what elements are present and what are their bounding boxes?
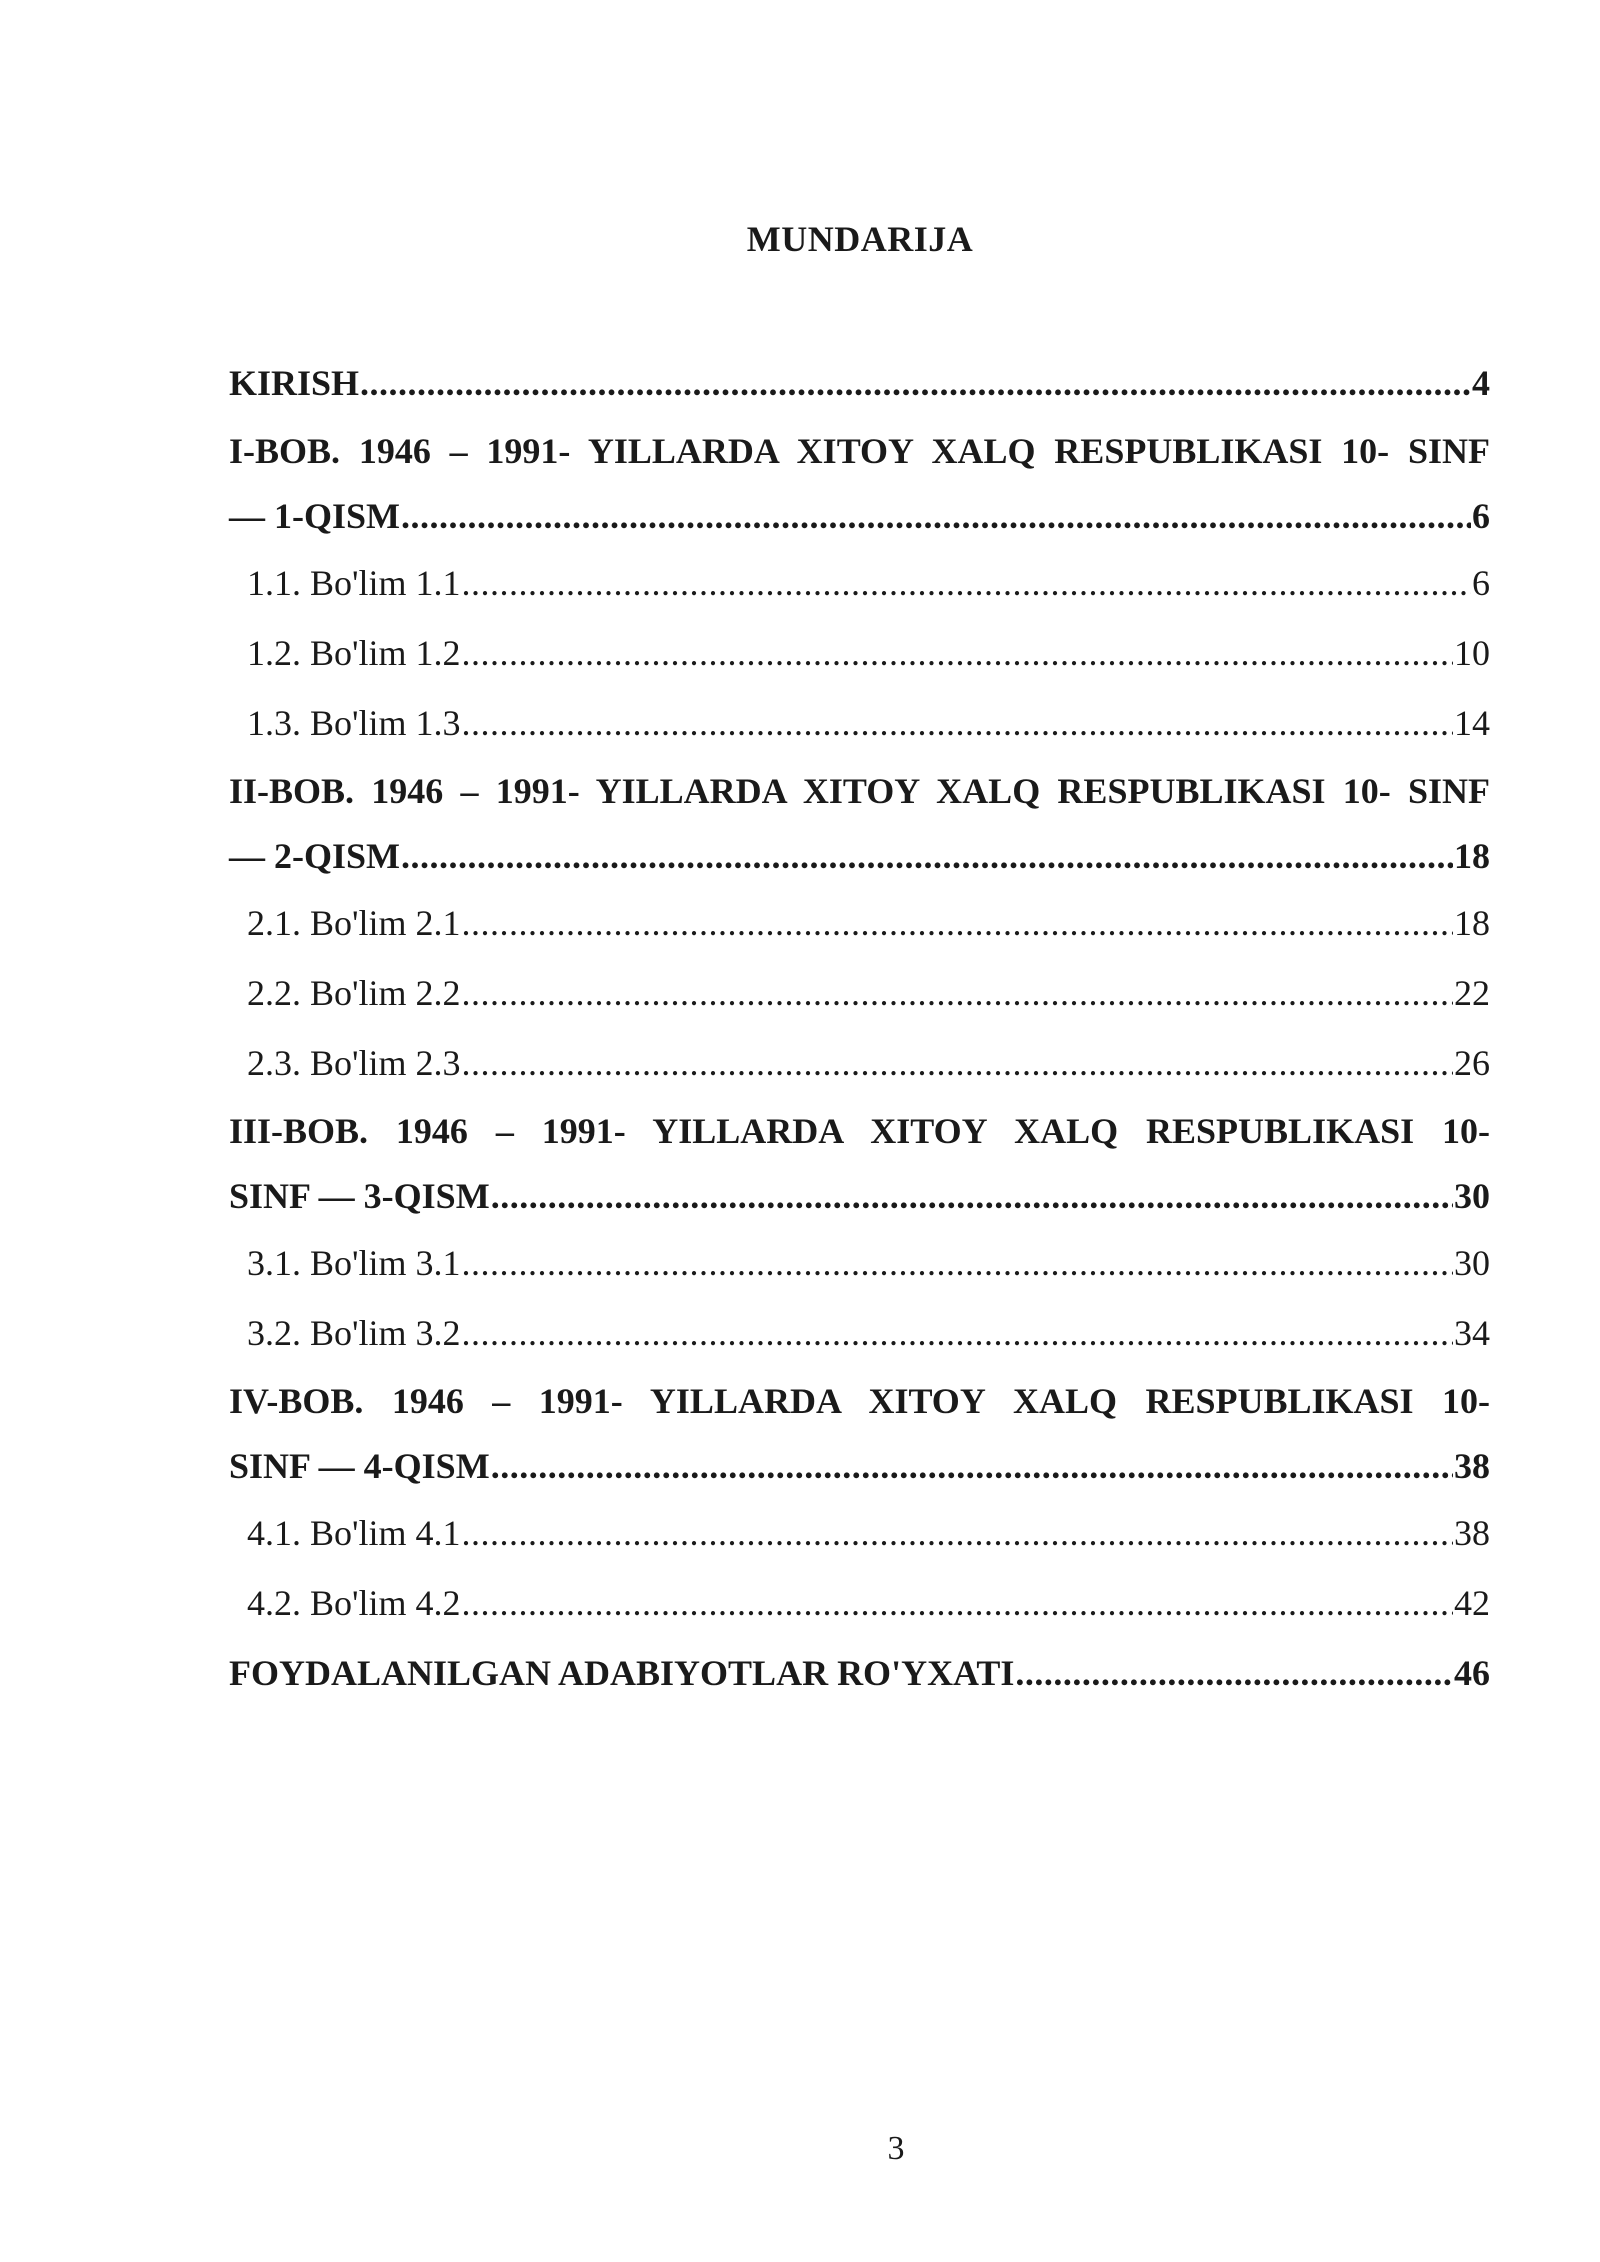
toc-entry-references[interactable] — [229, 1638, 1490, 1708]
toc-page-number: 22 — [1454, 973, 1490, 1013]
toc-page-number: 26 — [1454, 1043, 1490, 1083]
dot-leader — [491, 1434, 1453, 1498]
toc-page-number: 30 — [1454, 1243, 1490, 1283]
table-of-contents — [229, 348, 1490, 1708]
dot-leader — [462, 1028, 1453, 1098]
toc-entry-section-2-1[interactable] — [229, 888, 1490, 958]
dot-leader — [462, 958, 1453, 1028]
toc-entry-label: 1.3. Bo'lim 1.3 — [247, 703, 461, 743]
toc-page-number: 10 — [1454, 633, 1490, 673]
dot-leader — [462, 548, 1471, 618]
dot-leader — [491, 1164, 1453, 1228]
dot-leader — [462, 1498, 1453, 1568]
toc-entry-chapter-3[interactable] — [229, 1164, 1490, 1228]
toc-entry-label: 1.1. Bo'lim 1.1 — [247, 563, 461, 603]
toc-page-number: 38 — [1454, 1446, 1490, 1486]
toc-entry-section-2-2[interactable] — [229, 958, 1490, 1028]
toc-entry-label: 4.2. Bo'lim 4.2 — [247, 1583, 461, 1623]
toc-entry-label: SINF — 3-QISM — [229, 1176, 490, 1216]
toc-page-number: 18 — [1454, 836, 1490, 876]
dot-leader — [401, 824, 1453, 888]
toc-entry-label: 1.2. Bo'lim 1.2 — [247, 633, 461, 673]
toc-page-number: 38 — [1454, 1513, 1490, 1553]
toc-entry-chapter-1[interactable] — [229, 484, 1490, 548]
toc-page-number: 42 — [1454, 1583, 1490, 1623]
toc-entry-label: 2.1. Bo'lim 2.1 — [247, 903, 461, 943]
toc-page-number: 14 — [1454, 703, 1490, 743]
dot-leader — [462, 618, 1453, 688]
dot-leader — [401, 484, 1471, 548]
toc-page-number: 4 — [1472, 363, 1490, 403]
toc-entry-label: KIRISH — [229, 363, 360, 403]
toc-entry-section-3-1[interactable] — [229, 1228, 1490, 1298]
toc-page-number: 30 — [1454, 1176, 1490, 1216]
toc-page-number: 34 — [1454, 1313, 1490, 1353]
dot-leader — [1015, 1638, 1453, 1708]
page-number: 3 — [887, 2130, 905, 2167]
toc-entry-label: 3.1. Bo'lim 3.1 — [247, 1243, 461, 1283]
toc-entry-section-1-3[interactable] — [229, 688, 1490, 758]
toc-entry-section-3-2[interactable] — [229, 1298, 1490, 1368]
toc-chapter-2-title[interactable]: II-BOB. 1946 – 1991- YILLARDA XITOY XALQ RESPUBLIKASI 10- SINF — [229, 771, 1490, 811]
dot-leader — [462, 1568, 1453, 1638]
toc-entry-chapter-2[interactable] — [229, 824, 1490, 888]
page-title: MUNDARIJA — [746, 219, 974, 259]
dot-leader — [462, 1298, 1453, 1368]
dot-leader — [462, 688, 1453, 758]
toc-entry-label: — 1-QISM — [229, 496, 400, 536]
dot-leader — [462, 1228, 1453, 1298]
toc-entry-label: 2.3. Bo'lim 2.3 — [247, 1043, 461, 1083]
toc-entry-label: SINF — 4-QISM — [229, 1446, 490, 1486]
toc-entry-kirish[interactable] — [229, 348, 1490, 418]
toc-entry-section-2-3[interactable] — [229, 1028, 1490, 1098]
toc-entry-section-1-2[interactable] — [229, 618, 1490, 688]
toc-entry-section-1-1[interactable] — [229, 548, 1490, 618]
toc-entry-section-4-2[interactable] — [229, 1568, 1490, 1638]
toc-chapter-3-title[interactable]: III-BOB. 1946 – 1991- YILLARDA XITOY XALQ RESPUBLIKASI 10- — [229, 1111, 1490, 1151]
toc-entry-label: — 2-QISM — [229, 836, 400, 876]
toc-entry-label: FOYDALANILGAN ADABIYOTLAR RO'YXATI — [229, 1653, 1015, 1693]
toc-entry-chapter-4[interactable] — [229, 1434, 1490, 1498]
toc-page-number: 18 — [1454, 903, 1490, 943]
toc-chapter-4-title[interactable]: IV-BOB. 1946 – 1991- YILLARDA XITOY XALQ RESPUBLIKASI 10- — [229, 1381, 1490, 1421]
toc-entry-label: 4.1. Bo'lim 4.1 — [247, 1513, 461, 1553]
toc-page-number: 6 — [1472, 563, 1490, 603]
toc-entry-section-4-1[interactable] — [229, 1498, 1490, 1568]
toc-chapter-1-title[interactable]: I-BOB. 1946 – 1991- YILLARDA XITOY XALQ RESPUBLIKASI 10- SINF — [229, 431, 1490, 471]
toc-entry-label: 3.2. Bo'lim 3.2 — [247, 1313, 461, 1353]
toc-entry-label: 2.2. Bo'lim 2.2 — [247, 973, 461, 1013]
toc-page-number: 6 — [1472, 496, 1490, 536]
dot-leader — [360, 348, 1471, 418]
dot-leader — [462, 888, 1453, 958]
toc-page-number: 46 — [1454, 1653, 1490, 1693]
